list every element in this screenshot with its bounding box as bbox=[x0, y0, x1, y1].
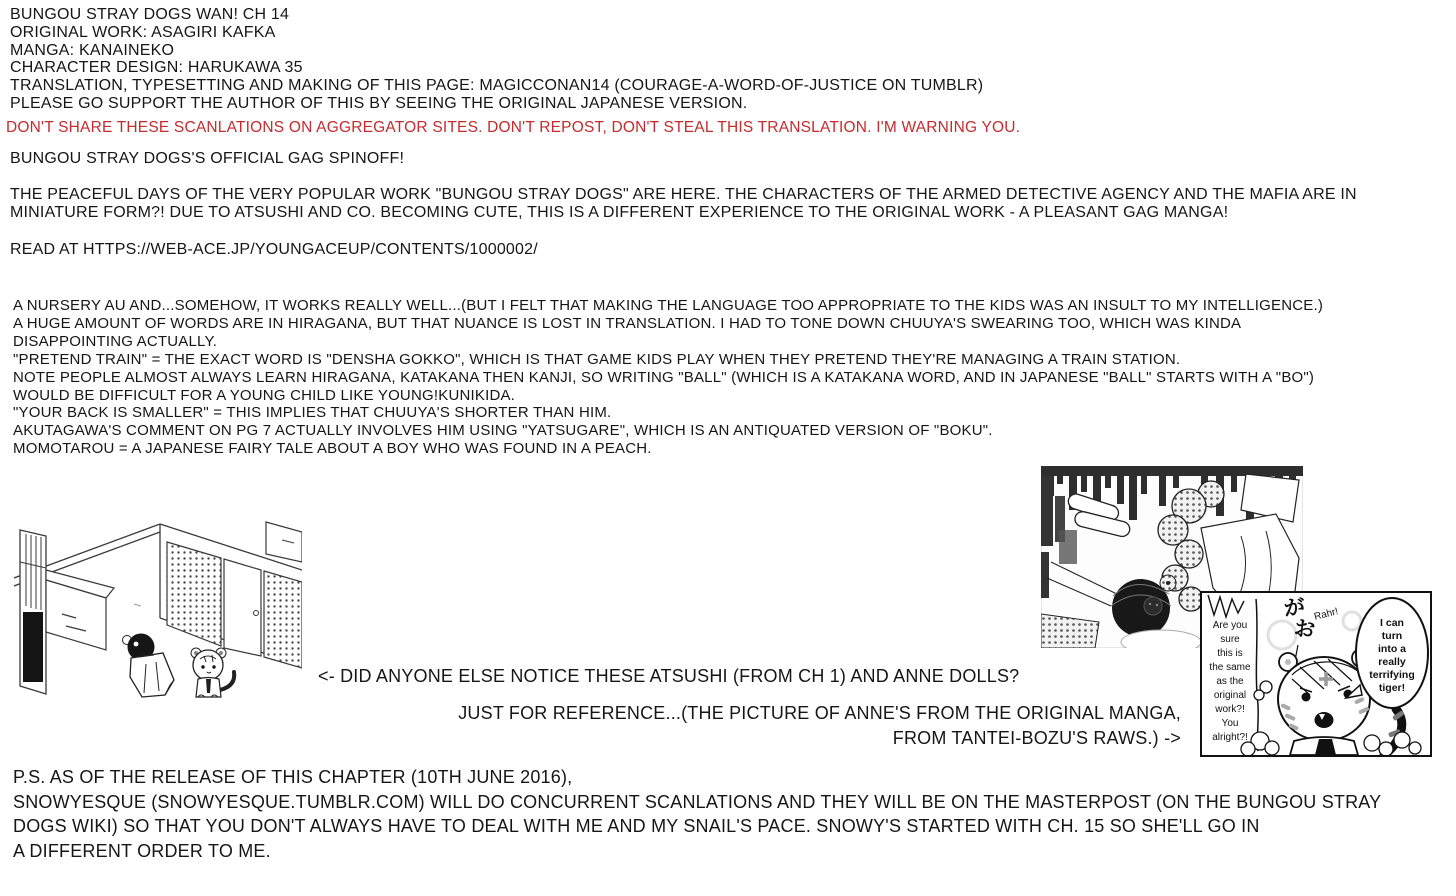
locker-door-dotted-right bbox=[264, 571, 302, 668]
credits-line-original-work: ORIGINAL WORK: ASAGIRI KAFKA bbox=[10, 23, 276, 41]
spinoff-heading: BUNGOU STRAY DOGS'S OFFICIAL GAG SPINOFF! bbox=[10, 150, 405, 167]
credits-block bbox=[10, 6, 983, 113]
ps-line: P.S. AS OF THE RELEASE OF THIS CHAPTER (10TH JUNE 2016), bbox=[13, 767, 573, 787]
speech-bubble-text: I can turn into a really terrifying tiger! bbox=[1369, 617, 1415, 694]
panel-side-note-text: Are you sure this is the same as the original work?! You alright?! bbox=[1209, 620, 1251, 743]
bookshelf bbox=[20, 530, 46, 694]
note-line: A HUGE AMOUNT OF WORDS ARE IN HIRAGANA, BUT THAT NUANCE IS LOST IN TRANSLATION. I HAD TO TONE DOWN CHUUYA'S SWEARING TOO, WHICH WAS KINDA bbox=[13, 314, 1242, 332]
note-line: MOMOTAROU = A JAPANESE FAIRY TALE ABOUT A BOY WHO WAS FOUND IN A PEACH. bbox=[13, 440, 652, 458]
note-line: WOULD BE DIFFICULT FOR A YOUNG CHILD LIKE YOUNG!KUNIKIDA. bbox=[13, 386, 516, 404]
spinoff-description-line: MINIATURE FORM?! DUE TO ATSUSHI AND CO. BECOMING CUTE, THIS IS A DIFFERENT EXPERIENCE TO THE ORIGINAL WORK - A PLEASANT GAG MANGA! bbox=[10, 204, 1229, 222]
nursery-illustration bbox=[14, 514, 302, 706]
ps-line: SNOWYESQUE (SNOWYESQUE.TUMBLR.COM) WILL DO CONCURRENT SCANLATIONS AND THEY WILL BE ON THE MASTERPOST (ON THE BUNGOU STRAY bbox=[13, 791, 1382, 812]
reference-caption-line-2: FROM TANTEI-BOZU'S RAWS.) -> bbox=[892, 727, 1181, 748]
sfx-rahr-text: Rahr! bbox=[1313, 606, 1340, 623]
translation-notes-block bbox=[13, 297, 1323, 458]
read-at-url-text: READ AT HTTPS://WEB-ACE.JP/YOUNGACEUP/CONTENTS/1000002/ bbox=[10, 241, 538, 258]
note-line: DISAPPOINTING ACTUALLY. bbox=[13, 332, 218, 350]
credits-line-support: PLEASE GO SUPPORT THE AUTHOR OF THIS BY SEEING THE ORIGINAL JAPANESE VERSION. bbox=[10, 94, 748, 112]
dolls-caption: <- DID ANYONE ELSE NOTICE THESE ATSUSHI (FROM CH 1) AND ANNE DOLLS? bbox=[318, 666, 1020, 686]
credits-line-title: BUNGOU STRAY DOGS WAN! CH 14 bbox=[10, 6, 290, 23]
tiger-comic-panel bbox=[1200, 591, 1432, 757]
nursery-dolls-panel-image bbox=[14, 514, 302, 706]
note-line: AKUTAGAWA'S COMMENT ON PG 7 ACTUALLY INVOLVES HIM USING "YATSUGARE", WHICH IS AN ANTIQUATED VERSION OF "BOKU". bbox=[13, 422, 993, 440]
ps-line: DOGS WIKI) SO THAT YOU DON'T ALWAYS HAVE TO DEAL WITH ME AND MY SNAIL'S PACE. SNOWY'S STARTED WITH CH. 15 SO SHE'LL GO IN bbox=[13, 816, 1260, 837]
locker-door-white bbox=[224, 559, 261, 656]
reference-caption-line-1: JUST FOR REFERENCE...(THE PICTURE OF ANNE'S FROM THE ORIGINAL MANGA, bbox=[458, 703, 1181, 723]
note-line: A NURSERY AU AND...SOMEHOW, IT WORKS REALLY WELL...(BUT I FELT THAT MAKING THE LANGUAGE TOO APPROPRIATE TO THE KIDS WAS AN INSULT TO MY INTELLIGENCE.) bbox=[13, 297, 1324, 314]
note-line: "YOUR BACK IS SMALLER" = THIS IMPLIES THAT CHUUYA'S SHORTER THAN HIM. bbox=[13, 404, 612, 422]
note-line: "PRETEND TRAIN" = THE EXACT WORD IS "DENSHA GOKKO", WHICH IS THAT GAME KIDS PLAY WHEN THEY PRETEND THEY'RE MANAGING A TRAIN STATION. bbox=[13, 350, 1181, 368]
ps-line: A DIFFERENT ORDER TO ME. bbox=[13, 840, 271, 861]
credits-line-character-design: CHARACTER DESIGN: HARUKAWA 35 bbox=[10, 59, 303, 77]
spinoff-description bbox=[10, 186, 1357, 222]
spinoff-description-line: THE PEACEFUL DAYS OF THE VERY POPULAR WORK "BUNGOU STRAY DOGS" ARE HERE. THE CHARACTERS OF THE ARMED DETECTIVE AGENCY AND THE MAFIA ARE IN bbox=[10, 186, 1357, 203]
sfx-gao-text: が お bbox=[1282, 595, 1317, 643]
reference-caption bbox=[458, 701, 1181, 750]
note-line: NOTE PEOPLE ALMOST ALWAYS LEARN HIRAGANA, KATAKANA THEN KANJI, SO WRITING "BALL" (WHICH IS A KATAKANA WORD, AND IN JAPANESE "BALL" STARTS WITH A "BO") bbox=[13, 368, 1315, 386]
postscript-block bbox=[13, 765, 1381, 863]
credits-line-manga: MANGA: KANAINEKO bbox=[10, 41, 175, 59]
anti-repost-warning: DON'T SHARE THESE SCANLATIONS ON AGGREGATOR SITES. DON'T REPOST, DON'T STEAL THIS TRANSLATION. I'M WARNING YOU. bbox=[6, 119, 1021, 136]
credits-line-translation: TRANSLATION, TYPESETTING AND MAKING OF THIS PAGE: MAGICCONAN14 (COURAGE-A-WORD-OF-JUSTICE ON TUMBLR) bbox=[10, 77, 984, 95]
